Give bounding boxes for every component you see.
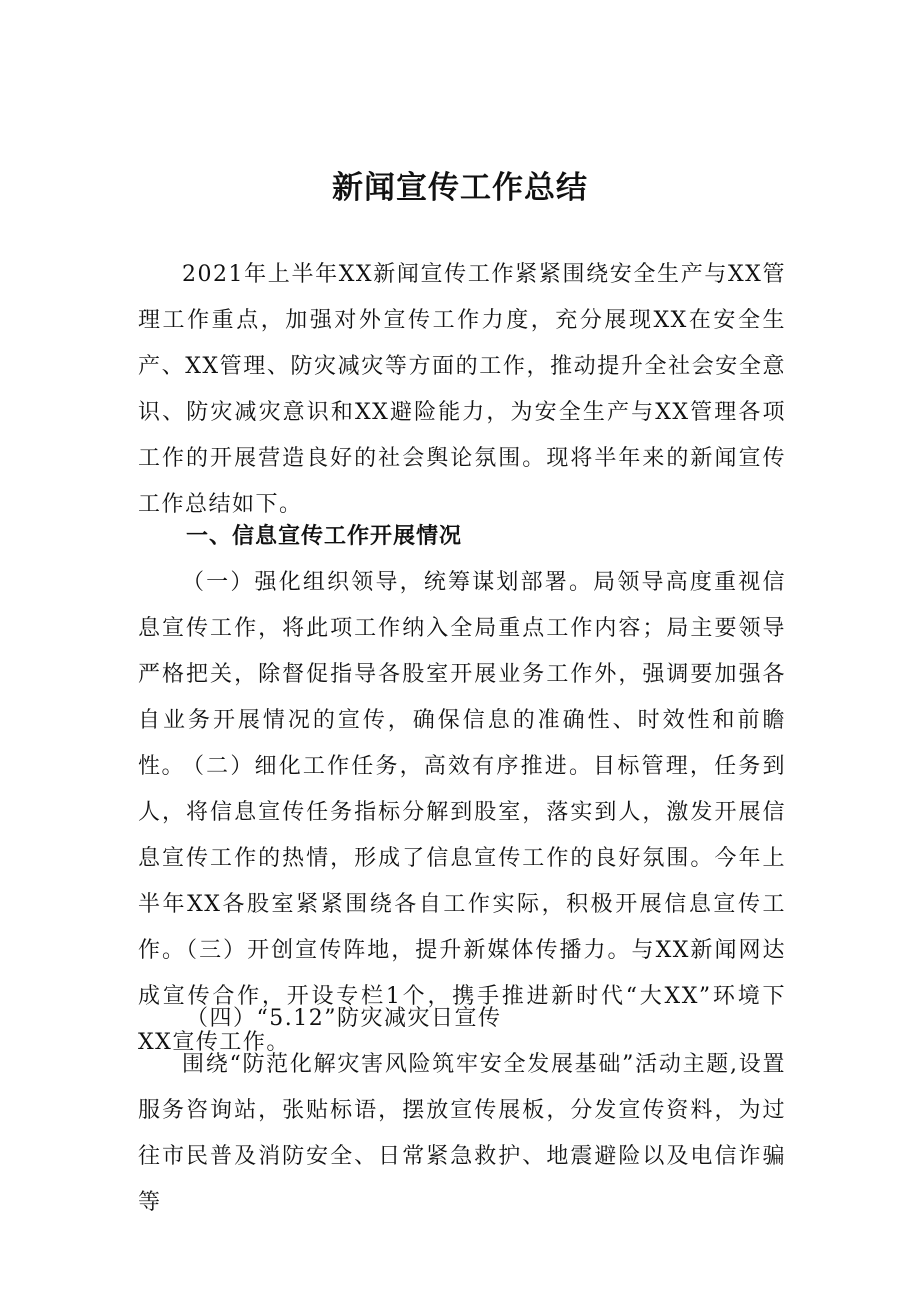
section-heading-1: 一、信息宣传工作开展情况 [186, 524, 463, 549]
item-1-text: （一）强化组织领导，统筹谋划部署。局领导高度重视信息宣传工作，将此项工作纳入全局重点工作内容；局主要领导严格把关，除督促指导各股室开展业务工作外，强调要加强各自业务开展情况的宣传，确保信息的准确性、时效性和前瞻性。 [138, 570, 786, 779]
document-title: 新闻宣传工作总结 [332, 170, 588, 206]
item-2-3-text: （二）细化工作任务，高效有序推进。目标管理，任务到人，将信息宣传任务指标分解到股室，落实到人，激发开展信息宣传工作的热情，形成了信息宣传工作的良好氛围。今年上半年XX各股室紧紧围绕各自工作实际，积极开展信息宣传工作。（三）开创宣传阵地，提升新媒体传播力。与XX新闻网达成宣传合作，开设专栏1个，携手推进新时代“大XX”环境下XX宣传工作。 [138, 754, 786, 1055]
intro-paragraph [138, 252, 786, 528]
item-4-heading: （四）“5.12”防灾减灾日宣传 [186, 1006, 502, 1031]
item-4-text: 围绕“防范化解灾害风险筑牢安全发展基础”活动主题,设置服务咨询站，张贴标语，摆放宣传展板，分发宣传资料，为过往市民普及消防安全、日常紧急救护、地震避险以及电信诈骗等 [138, 1052, 786, 1215]
intro-text: 2021年上半年XX新闻宣传工作紧紧围绕安全生产与XX管理工作重点，加强对外宣传工作力度，充分展现XX在安全生产、XX管理、防灾减灾等方面的工作，推动提升全社会安全意识、防灾减灾意识和XX避险能力，为安全生产与XX管理各项工作的开展营造良好的社会舆论氛围。现将半年来的新闻宣传工作总结如下。 [138, 262, 786, 517]
item-4-paragraph [138, 1042, 786, 1226]
